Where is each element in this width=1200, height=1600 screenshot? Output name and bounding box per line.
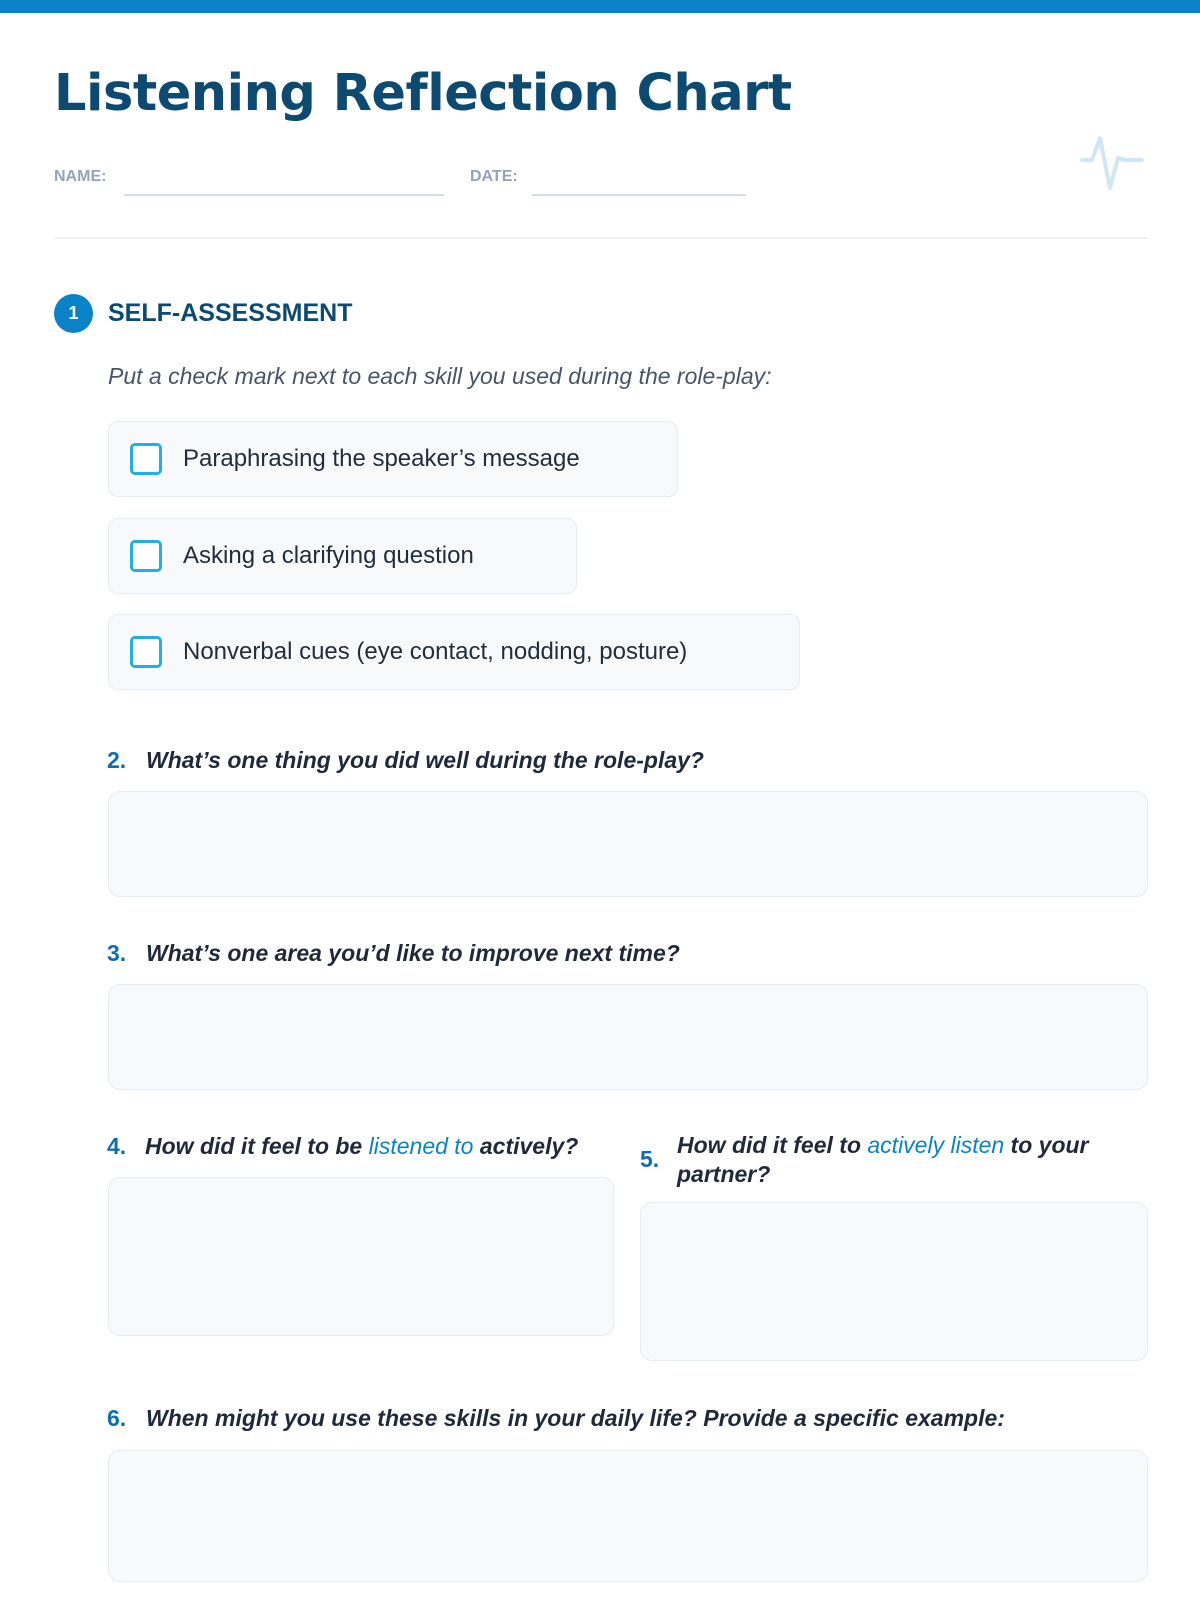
question-text-part: How did it feel to be bbox=[145, 1133, 369, 1159]
question-text-part: How did it feel to bbox=[677, 1132, 868, 1158]
skill-item-clarifying-question[interactable] bbox=[108, 518, 577, 594]
skill-label: Nonverbal cues (eye contact, nodding, posture) bbox=[183, 638, 688, 665]
skill-checkbox[interactable] bbox=[130, 540, 162, 572]
question-number: 3. bbox=[107, 940, 127, 966]
question-number: 6. bbox=[107, 1405, 127, 1431]
date-label: DATE: bbox=[470, 168, 518, 185]
section-instruction: Put a check mark next to each skill you used during the role-play: bbox=[108, 363, 772, 389]
section-number-badge: 1 bbox=[54, 294, 93, 333]
top-accent-bar bbox=[0, 0, 1200, 13]
answer-box-q2[interactable] bbox=[108, 791, 1148, 897]
question-number: 5. bbox=[640, 1146, 660, 1172]
question-highlight: listened to bbox=[368, 1133, 474, 1159]
question-text-part: to your partner? bbox=[677, 1132, 1089, 1187]
name-field[interactable] bbox=[124, 194, 444, 196]
page-title: Listening Reflection Chart bbox=[54, 64, 792, 123]
skill-checkbox[interactable] bbox=[130, 443, 162, 475]
header-divider bbox=[54, 237, 1148, 239]
question-number: 2. bbox=[107, 747, 127, 773]
answer-box-q3[interactable] bbox=[108, 984, 1148, 1090]
question-highlight: actively listen bbox=[867, 1132, 1005, 1158]
answer-box-q4[interactable] bbox=[108, 1177, 614, 1336]
answer-box-q5[interactable] bbox=[640, 1202, 1148, 1361]
question-text: What’s one area you’d like to improve next time? bbox=[146, 940, 680, 966]
question-text-part: actively? bbox=[473, 1133, 579, 1159]
question-text: When might you use these skills in your daily life? Provide a specific example: bbox=[146, 1405, 1005, 1431]
question-text bbox=[145, 1133, 578, 1160]
question-number: 4. bbox=[107, 1133, 127, 1159]
section-title: SELF-ASSESSMENT bbox=[108, 299, 353, 327]
question-text bbox=[677, 1131, 1137, 1189]
answer-box-q6[interactable] bbox=[108, 1450, 1148, 1582]
skill-item-nonverbal-cues[interactable] bbox=[108, 614, 800, 690]
pulse-icon bbox=[1080, 130, 1146, 194]
question-text: What’s one thing you did well during the role-play? bbox=[146, 747, 704, 773]
name-label: NAME: bbox=[54, 168, 107, 185]
skill-label: Asking a clarifying question bbox=[183, 542, 474, 569]
skill-checkbox[interactable] bbox=[130, 636, 162, 668]
skill-label: Paraphrasing the speaker’s message bbox=[183, 445, 580, 472]
skill-item-paraphrasing[interactable] bbox=[108, 421, 678, 497]
date-field[interactable] bbox=[532, 194, 746, 196]
